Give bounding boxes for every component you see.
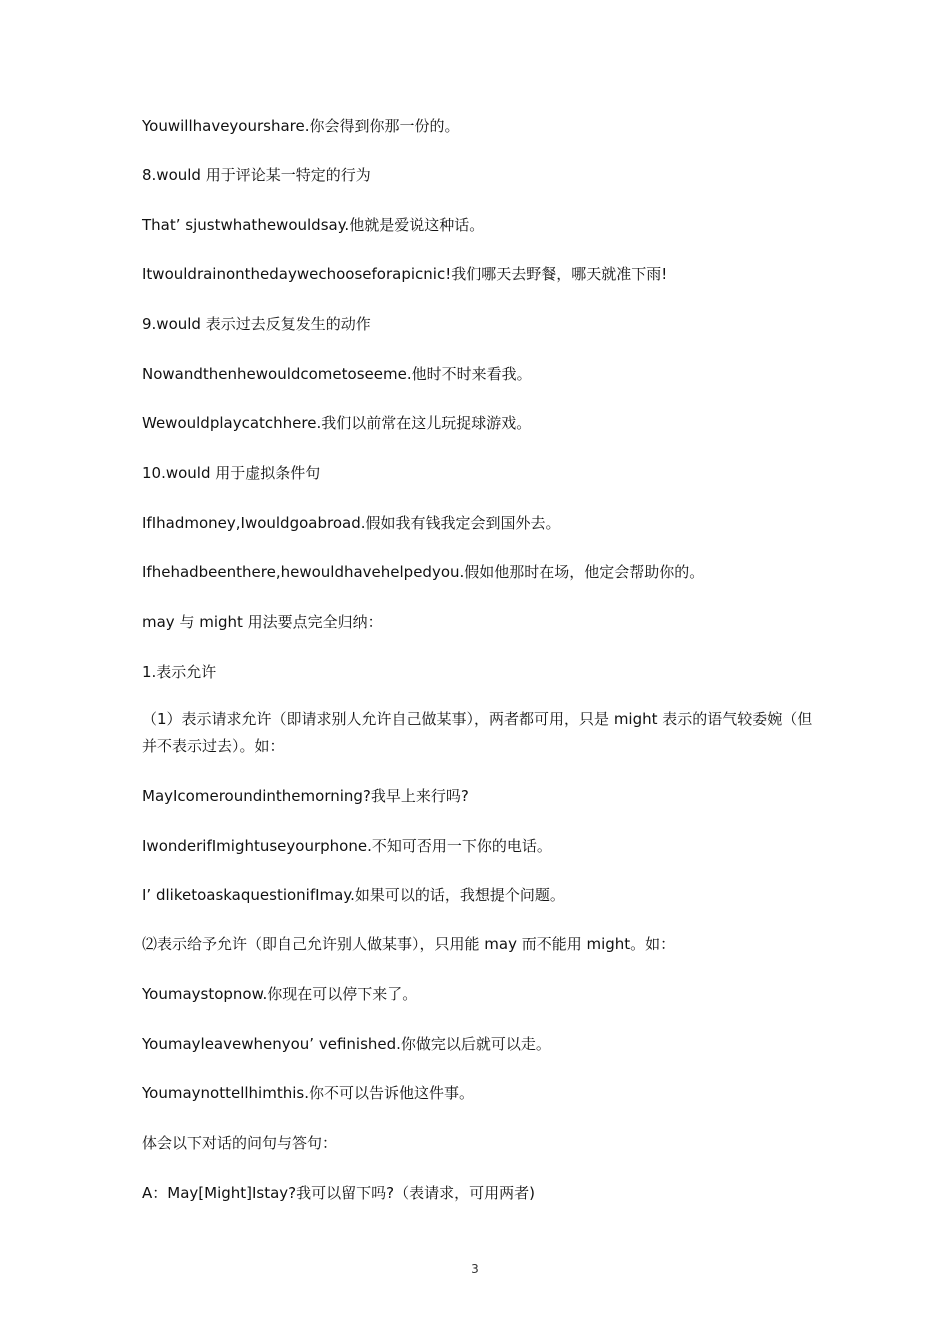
text-line: Youmaystopnow.你现在可以停下来了。 [142,985,418,1003]
section-heading: 9.would 表示过去反复发生的动作 [142,315,371,333]
section-heading: 8.would 用于评论某一特定的行为 [142,166,371,184]
text-line: Youmayleavewhenyou’ vefinished.你做完以后就可以走。 [142,1035,551,1053]
text-line: Ifhehadbeenthere,hewouldhavehelpedyou.假如他那时在场，他定会帮助你的。 [142,563,705,581]
text-line: Wewouldplaycatchhere.我们以前常在这儿玩捉球游戏。 [142,414,532,432]
text-line: IwonderifImightuseyourphone.不知可否用一下你的电话。 [142,837,552,855]
text-line: Nowandthenhewouldcometoseeme.他时不时来看我。 [142,365,532,383]
section-heading: may 与 might 用法要点完全归纳： [142,613,383,631]
section-heading: 10.would 用于虚拟条件句 [142,464,321,482]
text-line: MayIcomeroundinthemorning?我早上来行吗? [142,787,469,805]
paragraph: ⑵表示给予允许（即自己允许别人做某事），只用能 may 而不能用 might。如： [142,935,676,953]
text-line: That’ sjustwhathewouldsay.他就是爱说这种话。 [142,216,485,234]
page-number: 3 [471,1262,479,1276]
text-line: Youmaynottellhimthis.你不可以告诉他这件事。 [142,1084,474,1102]
paragraph: （1）表示请求允许（即请求别人允许自己做某事），两者都可用，只是 might 表示的语气较委婉（但并不表示过去）。如： [142,710,813,755]
text-line: 体会以下对话的问句与答句： [142,1134,338,1152]
text-line: Youwillhaveyourshare.你会得到你那一份的。 [142,117,460,135]
section-heading: 1.表示允许 [142,663,217,681]
text-line: A：May[Might]Istay?我可以留下吗?（表请求，可用两者) [142,1184,535,1202]
text-line: Itwouldrainonthedaywechooseforapicnic!我们哪天去野餐，哪天就准下雨! [142,265,668,283]
text-line: I’ dliketoaskaquestionifImay.如果可以的话，我想提个问题。 [142,886,565,904]
text-line: IfIhadmoney,Iwouldgoabroad.假如我有钱我定会到国外去。 [142,514,561,532]
